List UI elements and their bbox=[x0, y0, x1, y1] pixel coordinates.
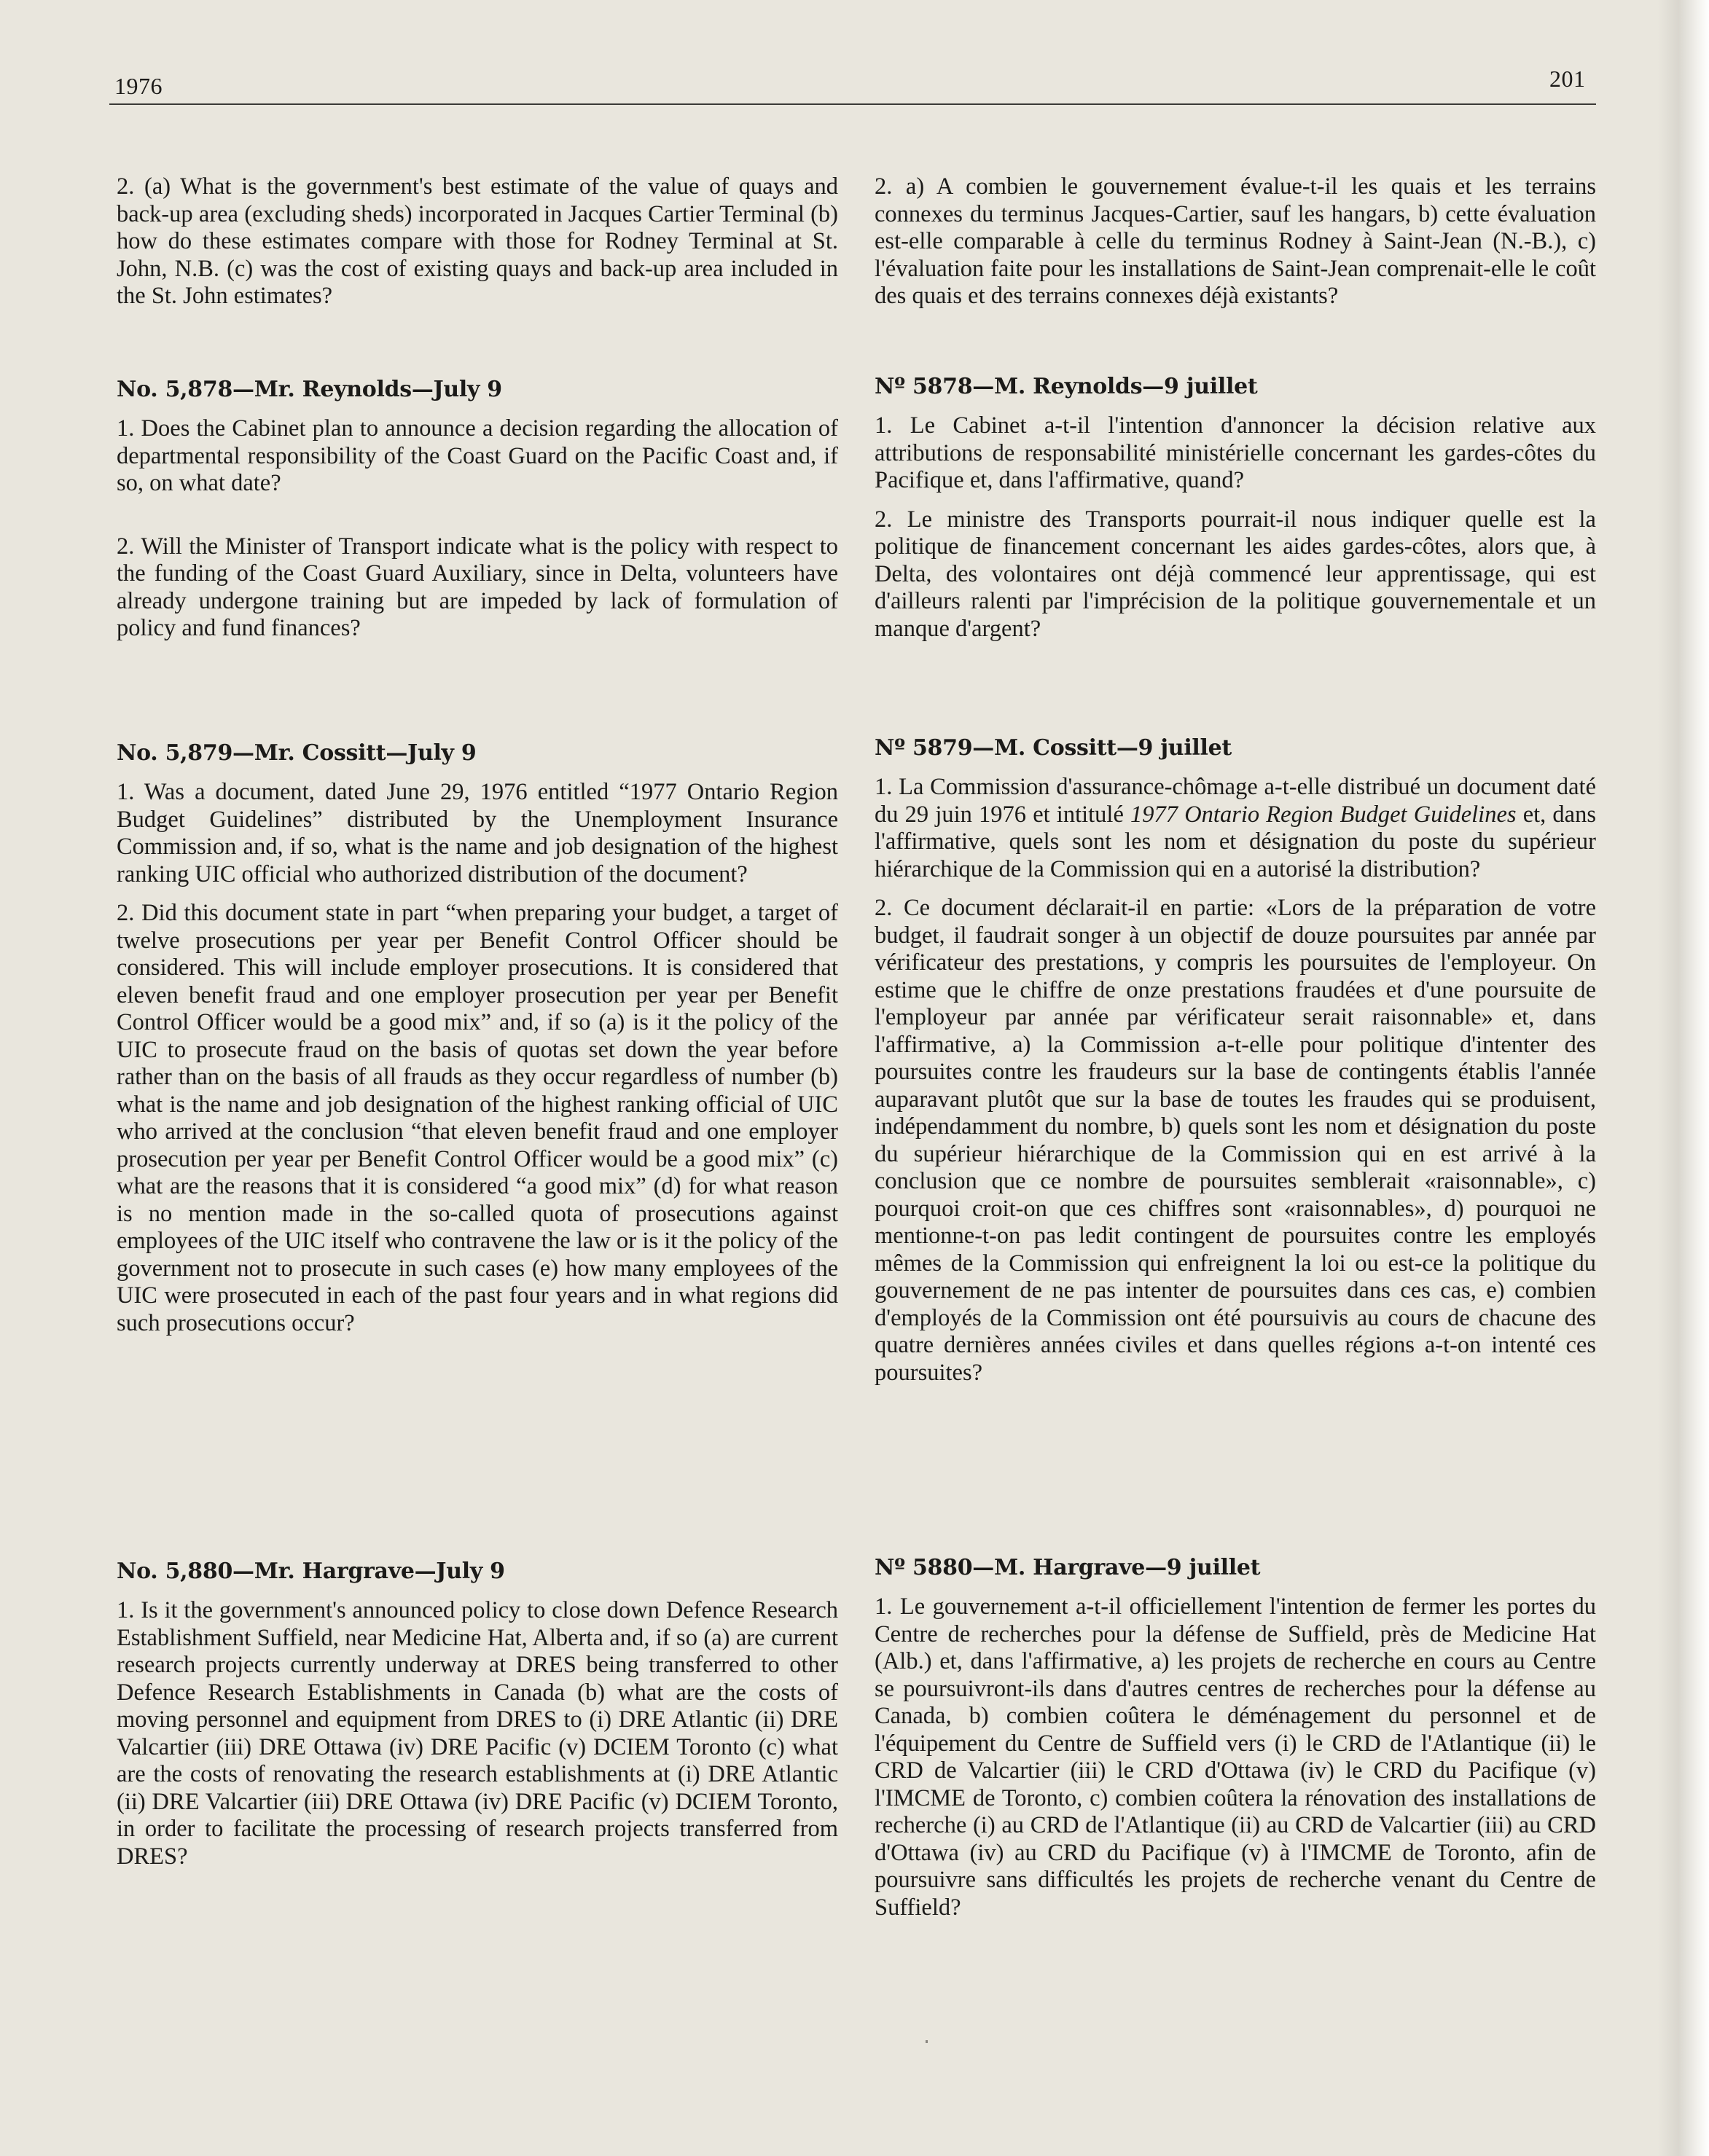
paragraph: 2. Will the Minister of Transport indicate what is the policy with respect to the funding of the Coast Guard Auxiliary, since in Delta, volunteers have already undergone training but are impeded by lack of formulation of policy and fund finances? bbox=[117, 533, 838, 641]
question-continued bbox=[875, 173, 1596, 310]
question-heading: Nº 5878—M. Reynolds—9 juillet bbox=[875, 374, 1258, 399]
paragraph: 2. Le ministre des Transports pourrait-il nous indiquer quelle est la politique de financement concernant les aides gardes-côtes, alors que, à Delta, des volontaires ont déjà commencé leur apprentissage, qui est d'ailleurs ralenti par l'imprécision de la politique gouvernementale et un manque d'argent? bbox=[875, 506, 1596, 642]
question-5879 bbox=[117, 740, 838, 1337]
question-heading: Nº 5880—M. Hargrave—9 juillet bbox=[875, 1555, 1261, 1580]
paragraph: 2. Ce document déclarait-il en partie: «Lors de la préparation de votre budget, il faudrait songer à un objectif de douze poursuites par année par vérificateur des prestations, y compris les poursuites de l'employeur. On estime que le chiffre de onze prestations fraudées et d'une poursuite de l'employeur par année par vérificateur serait raisonnable» et, dans l'affirmative, a) la Commission a-t-elle pour politique d'intenter des poursuites contre les fraudeurs sur la base de contingents établis l'année auparavant plutôt que sur la base de toutes les fraudes qui se produisent, indépendamment du nombre, b) quels sont les nom et désignation du poste du supérieur hiérarchique de la Commission qui en est arrivé à la conclusion que ce nombre de poursuites semblerait «raisonnable», c) pourquoi croit-on que ces chiffres sont «raisonnables», d) pourquoi ne mentionne-t-on pas ledit contingent de poursuites contre les employés mêmes de la Commission qui enfreignent la loi ou est-ce la politique du gouvernement de ne pas intenter de poursuites dans ces cas, e) combien d'employés de la Commission ont été poursuivis au cours de chacune des quatre dernières années civiles et dans quelles régions a-t-on intenté ces poursuites? bbox=[875, 895, 1596, 1386]
question-5880 bbox=[875, 1554, 1596, 1921]
document-title: 1977 Ontario Region Budget Guidelines bbox=[1130, 801, 1517, 828]
question-5878 bbox=[117, 376, 838, 643]
paragraph: 1. Does the Cabinet plan to announce a decision regarding the allocation of departmental responsibility of the Coast Guard on the Pacific Coast and, if so, on what date? bbox=[117, 415, 838, 496]
page-edge bbox=[1658, 0, 1709, 2156]
print-speck bbox=[926, 2040, 928, 2043]
question-5879 bbox=[875, 734, 1596, 1387]
header-year: 1976 bbox=[114, 73, 163, 99]
header-page-number: 201 bbox=[1549, 66, 1586, 92]
text-run: et, dans l'affirmative, quels sont les nom et désignation du poste du supérieur hiérarchique de la Commission qui en a autorisé la distribution? bbox=[875, 801, 1596, 882]
question-heading: Nº 5879—M. Cossitt—9 juillet bbox=[875, 735, 1232, 761]
header-rule bbox=[109, 103, 1596, 105]
paragraph: 1. Le Cabinet a-t-il l'intention d'annoncer la décision relative aux attributions de responsabilité ministérielle concernant les gardes-côtes du Pacifique et, dans l'affirmative, quand? bbox=[875, 412, 1596, 493]
paragraph: 1. Le gouvernement a-t-il officiellement l'intention de fermer les portes du Centre de recherches pour la défense de Suffield, près de Medicine Hat (Alb.) et, dans l'affirmative, a) les projets de recherche en cours au Centre se poursuivront-ils dans d'autres centres de recherches pour la défense au Canada, b) combien coûtera le déménagement du personnel et de l'équipement du Centre de Suffield vers (i) le CRD de l'Atlantique (ii) le CRD de Valcartier (iii) le CRD d'Ottawa (iv) le CRD du Pacifique (v) l'IMCME de Toronto, c) combien coûtera la rénovation des installations de recherche (i) au CRD de l'Atlantique (ii) au CRD de Valcartier (iii) au CRD d'Ottawa (iv) au CRD du Pacifique (v) à l'IMCME de Toronto, afin de poursuivre sans difficultés les projets de recherche venant du Centre de Suffield? bbox=[875, 1594, 1596, 1921]
question-continued bbox=[117, 173, 838, 310]
paragraph: 1. Was a document, dated June 29, 1976 entitled “1977 Ontario Region Budget Guidelines” distributed by the Unemployment Insurance Commission and, if so, what is the name and job designation of the highest ranking UIC official who authorized distribution of the document? bbox=[117, 779, 838, 887]
paragraph: 1. Is it the government's announced policy to close down Defence Research Establishment Suffield, near Medicine Hat, Alberta and, if so (a) are current research projects currently underway at DRES being transferred to other Defence Research Establishments in Canada (b) what are the costs of moving personnel and equipment from DRES to (i) DRE Atlantic (ii) DRE Valcartier (iii) DRE Ottawa (iv) DRE Pacific (v) DCIEM Toronto (c) what are the costs of renovating the research establishments at (i) DRE Atlantic (ii) DRE Valcartier (iii) DRE Ottawa (iv) DRE Pacific (v) DCIEM Toronto, in order to facilitate the processing of research projects transferred from DRES? bbox=[117, 1597, 838, 1870]
question-5880 bbox=[117, 1558, 838, 1870]
paragraph: 2. Did this document state in part “when preparing your budget, a target of twelve prosecutions per year per Benefit Control Officer should be considered. This will include employer prosecutions. It is considered that eleven benefit fraud and one employer prosecution per year per Benefit Control Officer would be a good mix” and, if so (a) is it the policy of the UIC to prosecute fraud on the basis of quotas set down the year before rather than on the basis of all frauds as they occur regardless of number (b) what is the name and job designation of the highest ranking official of UIC who arrived at the conclusion “that eleven benefit fraud and one employer prosecution per year per Benefit Control Officer would be a good mix” (c) what are the reasons that it is considered “a good mix” (d) for what reason is no mention made in the so-called quota of prosecutions against employees of the UIC itself who contravene the law or is it the policy of the government not to prosecute in such cases (e) how many employees of the UIC were prosecuted in each of the past four years and in what regions did such prosecutions occur? bbox=[117, 900, 838, 1336]
paragraph: 2. a) A combien le gouvernement évalue-t-il les quais et les terrains connexes du terminus Jacques-Cartier, sauf les hangars, b) cette évaluation est-elle comparable à celle du terminus Rodney à Saint-Jean (N.-B.), c) l'évaluation faite pour les installations de Saint-Jean comprenait-elle le coût des quais et des terrains connexes déjà existants? bbox=[875, 173, 1596, 309]
paragraph bbox=[875, 774, 1596, 883]
question-5878 bbox=[875, 373, 1596, 643]
paragraph: 2. (a) What is the government's best estimate of the value of quays and back-up area (excluding sheds) incorporated in Jacques Cartier Terminal (b) how do these estimates compare with those for Rodney Terminal at St. John, N.B. (c) was the cost of existing quays and back-up area included in the St. John estimates? bbox=[117, 173, 838, 309]
question-heading: No. 5,878—Mr. Reynolds—July 9 bbox=[117, 377, 502, 402]
question-heading: No. 5,880—Mr. Hargrave—July 9 bbox=[117, 1559, 505, 1584]
question-heading: No. 5,879—Mr. Cossitt—July 9 bbox=[117, 740, 477, 766]
text-run: 1. La Commission d'assurance-chômage a-t-elle distribué un document daté du 29 juin 1976 et intitulé bbox=[875, 774, 1596, 828]
